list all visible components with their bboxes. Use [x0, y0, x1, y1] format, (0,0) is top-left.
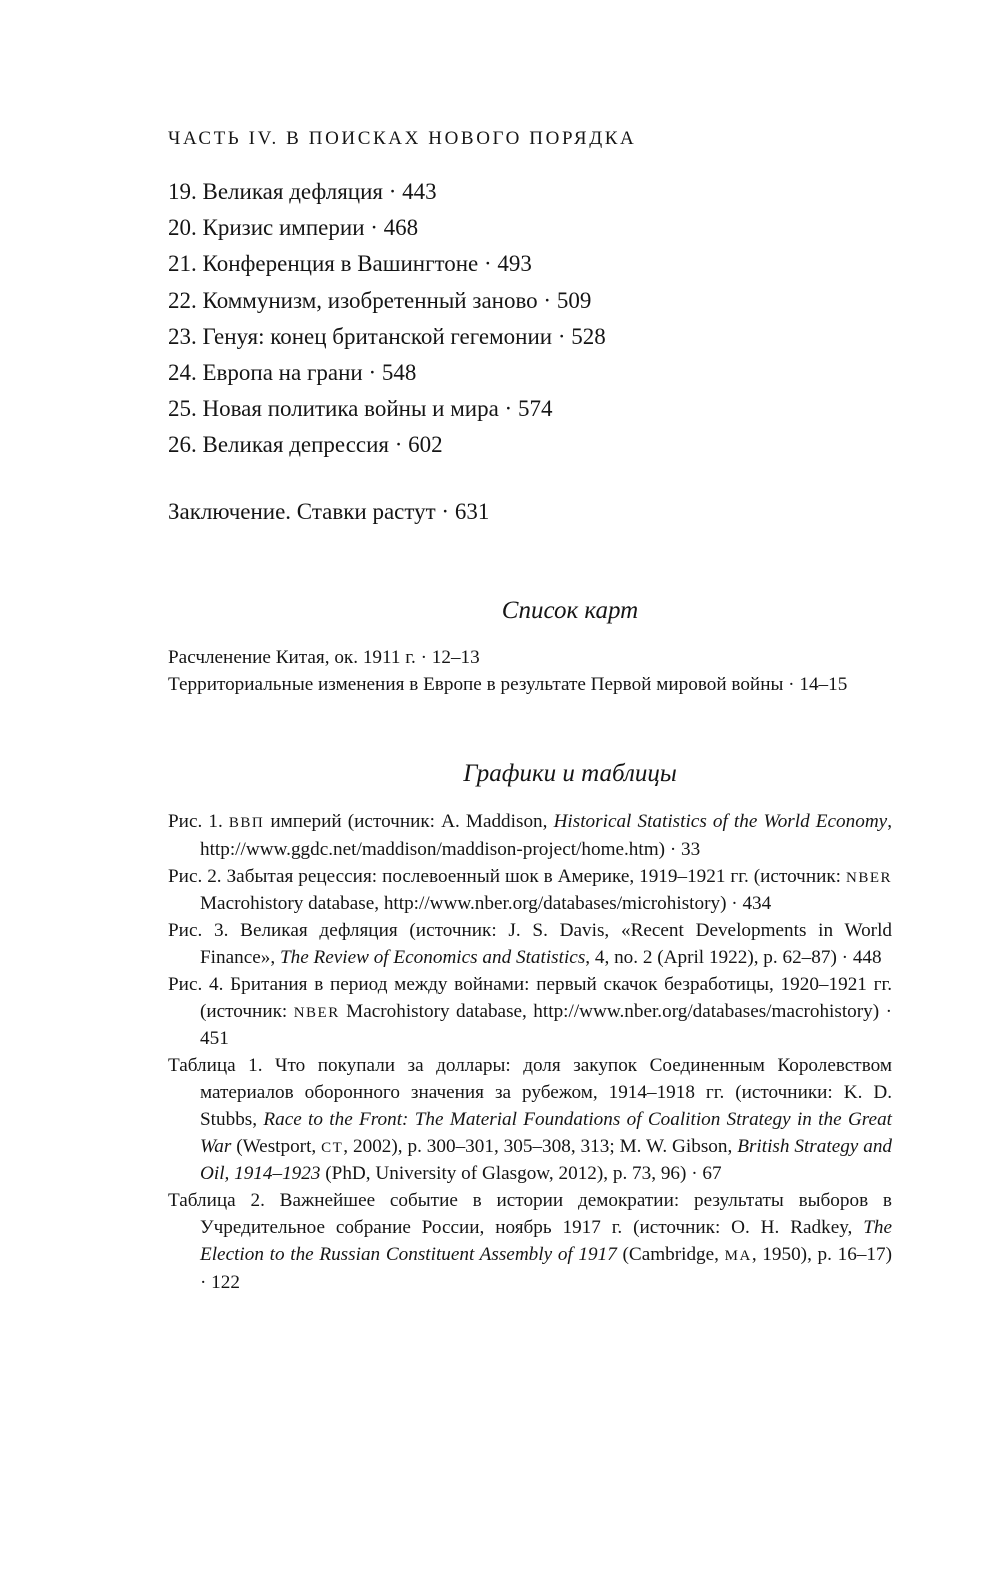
chapter-item: 20. Кризис империи · 468: [168, 215, 419, 241]
maps-heading: Список карт: [501, 597, 639, 624]
entry-text: (PhD, University of Glasgow, 2012), p. 73, 96) · 67: [320, 1163, 722, 1185]
chapter-item: 24. Европа на грани · 548: [168, 360, 417, 386]
entry-abbr: NBER: [845, 869, 892, 886]
table-entry: [168, 1188, 892, 1296]
part-title: ЧАСТЬ IV. В ПОИСКАХ НОВОГО ПОРЯДКА: [168, 128, 637, 149]
entry-text: , 4, no. 2 (April 1922), p. 62–87) · 448: [585, 946, 882, 968]
entry-italic-title: The Review of Economics and Statistics: [279, 946, 586, 968]
entry-abbr: NBER: [293, 1004, 340, 1021]
entry-italic-title: British Strategy and Oil, 1914–1923: [200, 1135, 893, 1185]
entry-abbr: CT: [321, 1139, 344, 1156]
entry-text: Рис. 3. Великая дефляция (источник: J. S. Davis, «Recent Developments in World Finance»,: [168, 920, 892, 968]
figure-entry: [168, 864, 892, 919]
chapter-item: 19. Великая дефляция · 443: [168, 179, 437, 204]
chapter-item: 21. Конференция в Вашингтоне · 493: [168, 251, 532, 277]
entry-text: Таблица 2. Важнейшее событие в истории демократии: результаты выборов в Учредительное собрание России, ноябрь 1917 г. (источник: O. H. Radkey,: [168, 1190, 892, 1238]
entry-abbr: MA: [724, 1247, 752, 1264]
entry-text: Macrohistory database, http://www.nber.org/databases/macrohistory) · 451: [200, 1000, 892, 1050]
chapter-list: [168, 174, 606, 464]
figure-entry: [168, 918, 892, 972]
entry-text: (Westport,: [231, 1135, 322, 1157]
chapter-item: 22. Коммунизм, изобретенный заново · 509: [168, 287, 592, 313]
entry-text: Рис. 1.: [168, 811, 229, 832]
conclusion-entry: Заключение. Ставки растут · 631: [168, 499, 490, 524]
entry-text: Рис. 4. Британия в период между войнами: первый скачок безработицы, 1920–1921 гг. (источник:: [168, 973, 892, 1022]
entry-text: Таблица 1. Что покупали за доллары: доля закупок Соединенным Королевством материалов оборонного значения за рубежом, 1914–1918 гг. (источники: K. D. Stubbs,: [168, 1055, 892, 1130]
map-entry: Территориальные изменения в Европе в результате Первой мировой войны · 14–15: [168, 673, 848, 695]
table-entry: [168, 1053, 892, 1188]
entry-italic-title: Historical Statistics of the World Economy: [553, 811, 888, 832]
chapter-item: 25. Новая политика войны и мира · 574: [168, 396, 553, 422]
charts-heading: Графики и таблицы: [463, 760, 677, 787]
chapter-item: 26. Великая депрессия · 602: [168, 432, 443, 458]
charts-list: [168, 809, 892, 1296]
map-entry: Расчленение Китая, ок. 1911 г. · 12–13: [168, 647, 480, 668]
chapter-item: 23. Генуя: конец британской гегемонии · 528: [168, 323, 606, 349]
figure-entry: [168, 972, 892, 1053]
entry-text: империй (источник: A. Maddison,: [264, 811, 554, 832]
entry-text: Рис. 2. Забытая рецессия: послевоенный шок в Америке, 1919–1921 гг. (источник:: [168, 865, 846, 887]
entry-text: Macrohistory database, http://www.nber.org/databases/microhistory) · 434: [200, 893, 772, 915]
entry-italic-title: Race to the Front: The Material Foundations of Coalition Strategy in the Great War: [200, 1108, 892, 1157]
entry-text: , 2002), p. 300–301, 305–308, 313; M. W. Gibson,: [343, 1135, 738, 1157]
entry-abbr: ВВП: [228, 815, 265, 831]
entry-text: (Cambridge,: [616, 1243, 725, 1265]
entry-italic-title: The Election to the Russian Constituent Assembly of 1917: [200, 1216, 892, 1265]
figure-entry: [168, 809, 892, 864]
entry-text: , 1950), p. 16–17) · 122: [200, 1243, 892, 1293]
maps-list: [168, 645, 892, 699]
entry-text: , http://www.ggdc.net/maddison/maddison-project/home.htm) · 33: [200, 811, 892, 860]
